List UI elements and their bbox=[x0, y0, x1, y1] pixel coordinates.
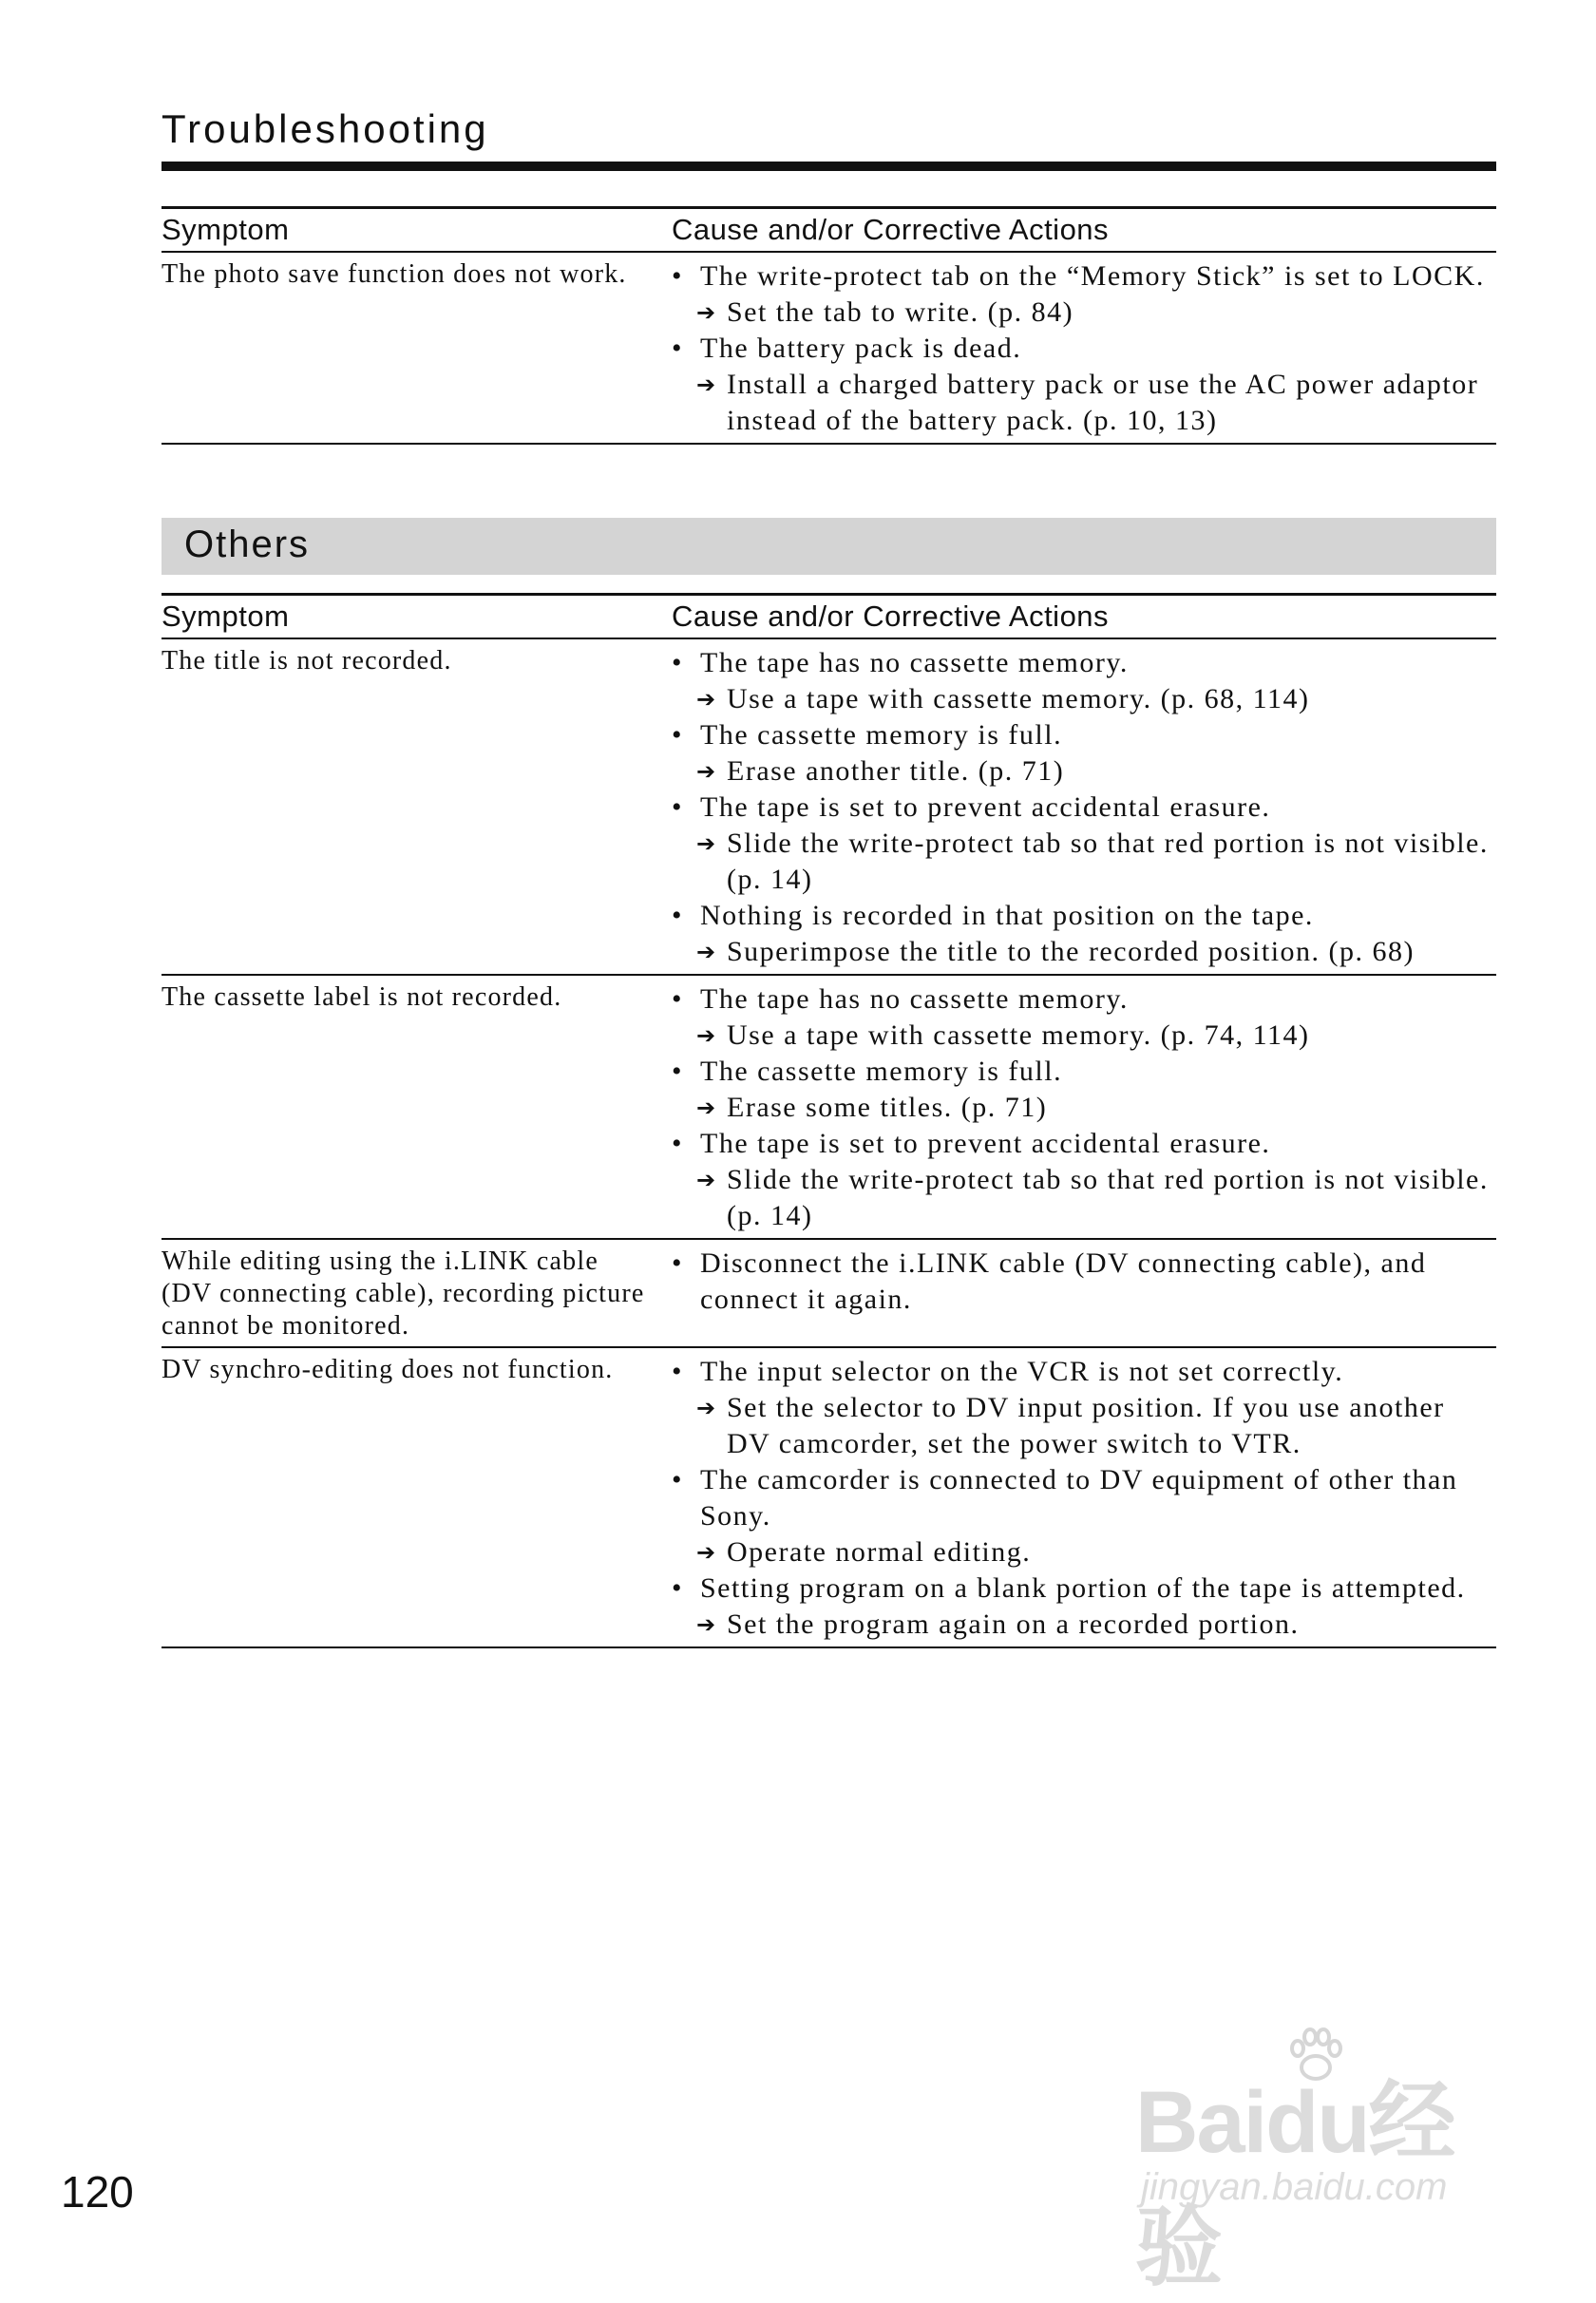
symptom-cell: The photo save function does not work. bbox=[162, 259, 627, 289]
cause-item: • The tape is set to prevent accidental erasure. bbox=[672, 790, 1496, 826]
cause-item: • The cassette memory is full. bbox=[672, 717, 1496, 753]
bullet-icon: • bbox=[672, 333, 684, 364]
watermark-url: jingyan.baidu.com bbox=[1141, 2166, 1448, 2208]
page-number: 120 bbox=[61, 2167, 134, 2217]
corrective-action: ➔ Superimpose the title to the recorded position. (p. 68) bbox=[672, 934, 1496, 970]
table-header bbox=[162, 593, 1496, 639]
table-row bbox=[162, 1348, 1496, 1648]
section-band-others bbox=[162, 518, 1496, 575]
corrective-action: ➔ Erase another title. (p. 71) bbox=[672, 753, 1496, 790]
symptom-cell: The cassette label is not recorded. bbox=[162, 982, 562, 1012]
corrective-action: ➔ Slide the write-protect tab so that red portion is not visible. (p. 14) bbox=[696, 1164, 1489, 1231]
corrective-action: ➔ Set the selector to DV input position. If you use another DV camcorder, set the power switch to VTR. bbox=[696, 1392, 1445, 1459]
arrow-right-icon: ➔ bbox=[696, 1167, 717, 1193]
arrow-right-icon: ➔ bbox=[696, 1395, 717, 1421]
arrow-right-icon: ➔ bbox=[696, 686, 717, 713]
cause-cell bbox=[672, 645, 1496, 970]
cause-item: • The camcorder is connected to DV equipment of other than Sony. bbox=[672, 1464, 1458, 1532]
bullet-icon: • bbox=[672, 647, 684, 678]
cause-cell bbox=[672, 1246, 1496, 1342]
cause-item: • The cassette memory is full. bbox=[672, 1054, 1496, 1090]
bullet-icon: • bbox=[672, 719, 684, 751]
troubleshooting-table-photo bbox=[162, 206, 1496, 445]
symptom-cell: The title is not recorded. bbox=[162, 646, 452, 676]
bullet-icon: • bbox=[672, 1356, 684, 1387]
arrow-right-icon: ➔ bbox=[696, 371, 717, 398]
cause-item: • The input selector on the VCR is not set correctly. bbox=[672, 1354, 1496, 1390]
bullet-icon: • bbox=[672, 791, 684, 823]
bullet-icon: • bbox=[672, 983, 684, 1015]
cause-item: • Setting program on a blank portion of the tape is attempted. bbox=[672, 1570, 1496, 1607]
arrow-right-icon: ➔ bbox=[696, 1611, 717, 1638]
arrow-right-icon: ➔ bbox=[696, 1539, 717, 1566]
arrow-right-icon: ➔ bbox=[696, 939, 717, 965]
bullet-icon: • bbox=[672, 1247, 684, 1279]
arrow-right-icon: ➔ bbox=[696, 830, 717, 857]
bullet-icon: • bbox=[672, 1572, 684, 1604]
corrective-action: ➔ Use a tape with cassette memory. (p. 74, 114) bbox=[672, 1018, 1496, 1054]
arrow-right-icon: ➔ bbox=[696, 1022, 717, 1049]
cause-item: • The tape has no cassette memory. bbox=[672, 981, 1496, 1018]
arrow-right-icon: ➔ bbox=[696, 299, 717, 326]
cause-header: Cause and/or Corrective Actions bbox=[672, 213, 1110, 246]
cause-item: • The tape is set to prevent accidental erasure. bbox=[672, 1126, 1496, 1162]
symptom-header: Symptom bbox=[162, 600, 290, 633]
table-row bbox=[162, 976, 1496, 1240]
corrective-action: ➔ Operate normal editing. bbox=[672, 1534, 1496, 1570]
troubleshooting-table-others bbox=[162, 593, 1496, 1648]
cause-header: Cause and/or Corrective Actions bbox=[672, 600, 1110, 633]
bullet-icon: • bbox=[672, 900, 684, 931]
table-header bbox=[162, 206, 1496, 253]
table-row bbox=[162, 1240, 1496, 1348]
page-heading: Troubleshooting bbox=[162, 106, 489, 151]
corrective-action: ➔ Slide the write-protect tab so that red portion is not visible. (p. 14) bbox=[696, 828, 1489, 895]
corrective-action: ➔ Set the tab to write. (p. 84) bbox=[672, 295, 1496, 331]
cause-item: • The write-protect tab on the “Memory Stick” is set to LOCK. bbox=[672, 258, 1496, 295]
cause-cell bbox=[672, 1354, 1496, 1643]
symptom-cell: While editing using the i.LINK cable (DV connecting cable), recording picture cannot be monitored. bbox=[162, 1247, 645, 1341]
watermark bbox=[1135, 2024, 1534, 2296]
bullet-icon: • bbox=[672, 1464, 684, 1495]
cause-item: • Disconnect the i.LINK cable (DV connecting cable), and connect it again. bbox=[672, 1247, 1427, 1315]
cause-cell bbox=[672, 258, 1496, 439]
corrective-action: ➔ Set the program again on a recorded portion. bbox=[672, 1607, 1496, 1643]
corrective-action: ➔ Use a tape with cassette memory. (p. 68, 114) bbox=[672, 681, 1496, 717]
bullet-icon: • bbox=[672, 1128, 684, 1159]
arrow-right-icon: ➔ bbox=[696, 1094, 717, 1121]
symptom-cell: DV synchro-editing does not function. bbox=[162, 1355, 614, 1384]
table-row bbox=[162, 639, 1496, 976]
cause-item: • The battery pack is dead. bbox=[672, 331, 1496, 367]
cause-item: • Nothing is recorded in that position on the tape. bbox=[672, 898, 1496, 934]
corrective-action: ➔ Install a charged battery pack or use the AC power adaptor instead of the battery pack. (p. 10, 13) bbox=[696, 369, 1479, 436]
cause-cell bbox=[672, 981, 1496, 1234]
corrective-action: ➔ Erase some titles. (p. 71) bbox=[672, 1090, 1496, 1126]
bullet-icon: • bbox=[672, 260, 684, 292]
section-title: Others bbox=[184, 523, 311, 565]
table-row bbox=[162, 253, 1496, 445]
heading-rule bbox=[162, 162, 1496, 171]
watermark-brand: Baidu经验 bbox=[1135, 2074, 1454, 2296]
cause-item: • The tape has no cassette memory. bbox=[672, 645, 1496, 681]
symptom-header: Symptom bbox=[162, 213, 290, 246]
arrow-right-icon: ➔ bbox=[696, 758, 717, 785]
bullet-icon: • bbox=[672, 1056, 684, 1087]
